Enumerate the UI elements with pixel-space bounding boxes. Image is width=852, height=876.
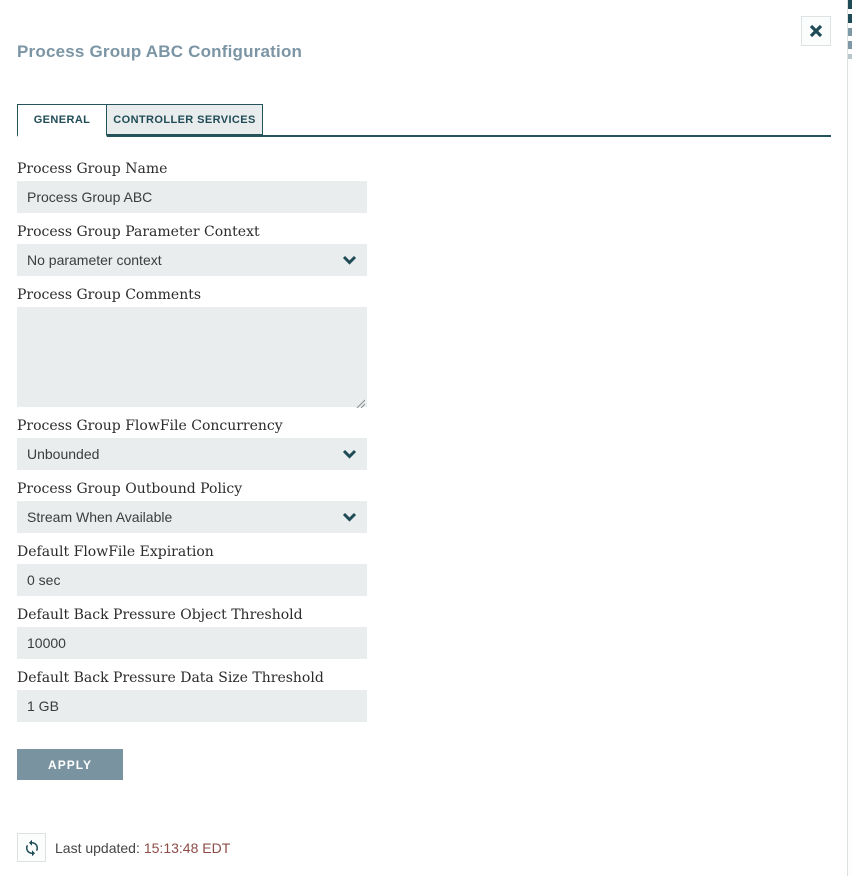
field-object-threshold (17, 607, 367, 659)
field-flowfile-expiration (17, 544, 367, 596)
field-label: Default Back Pressure Object Threshold (17, 607, 303, 623)
chevron-down-icon (342, 255, 357, 265)
field-data-size-threshold (17, 670, 367, 722)
parameter-context-select[interactable] (17, 244, 367, 276)
object-threshold-input[interactable] (27, 635, 357, 651)
field-comments (17, 287, 367, 407)
field-label: Process Group Outbound Policy (17, 481, 243, 497)
outbound-policy-select[interactable] (17, 501, 367, 533)
select-value: Stream When Available (27, 509, 173, 525)
data-size-threshold-input[interactable] (27, 698, 357, 714)
apply-button[interactable]: APPLY (17, 749, 123, 780)
close-button[interactable] (801, 16, 831, 46)
general-settings-form (17, 161, 367, 862)
refresh-button[interactable] (17, 833, 46, 862)
field-label: Default FlowFile Expiration (17, 544, 214, 560)
tab-general[interactable] (17, 104, 107, 137)
select-value: Unbounded (27, 446, 100, 462)
field-label: Process Group FlowFile Concurrency (17, 418, 283, 434)
tab-controller-services-label: CONTROLLER SERVICES (113, 113, 256, 126)
field-outbound-policy (17, 481, 367, 533)
field-flowfile-concurrency (17, 418, 367, 470)
flowfile-concurrency-select[interactable] (17, 438, 367, 470)
edge-segment (848, 28, 852, 36)
field-label: Process Group Parameter Context (17, 224, 260, 240)
last-updated-label: Last updated: (55, 839, 140, 856)
field-label: Process Group Comments (17, 287, 202, 303)
last-updated-time: 15:13:48 EDT (143, 839, 231, 856)
field-label: Process Group Name (17, 161, 168, 177)
process-group-name-input[interactable] (27, 189, 357, 205)
edge-segment (848, 54, 852, 59)
refresh-icon (23, 839, 41, 857)
close-icon (809, 24, 823, 38)
comments-textarea[interactable] (17, 307, 367, 407)
chevron-down-icon (342, 512, 357, 522)
tab-controller-services[interactable] (107, 104, 263, 135)
field-label: Default Back Pressure Data Size Threshold (17, 670, 324, 686)
chevron-down-icon (342, 449, 357, 459)
field-process-group-name (17, 161, 367, 213)
tab-general-label: GENERAL (33, 114, 91, 126)
right-edge-scrollbar (847, 0, 852, 876)
flowfile-expiration-input[interactable] (27, 572, 357, 588)
tab-bar (17, 104, 831, 137)
edge-segment (848, 14, 852, 23)
field-parameter-context (17, 224, 367, 276)
select-value: No parameter context (27, 252, 162, 268)
page-title: Process Group ABC Configuration (17, 42, 303, 61)
edge-segment (848, 41, 852, 49)
footer (17, 833, 367, 862)
edge-segment (848, 0, 852, 9)
